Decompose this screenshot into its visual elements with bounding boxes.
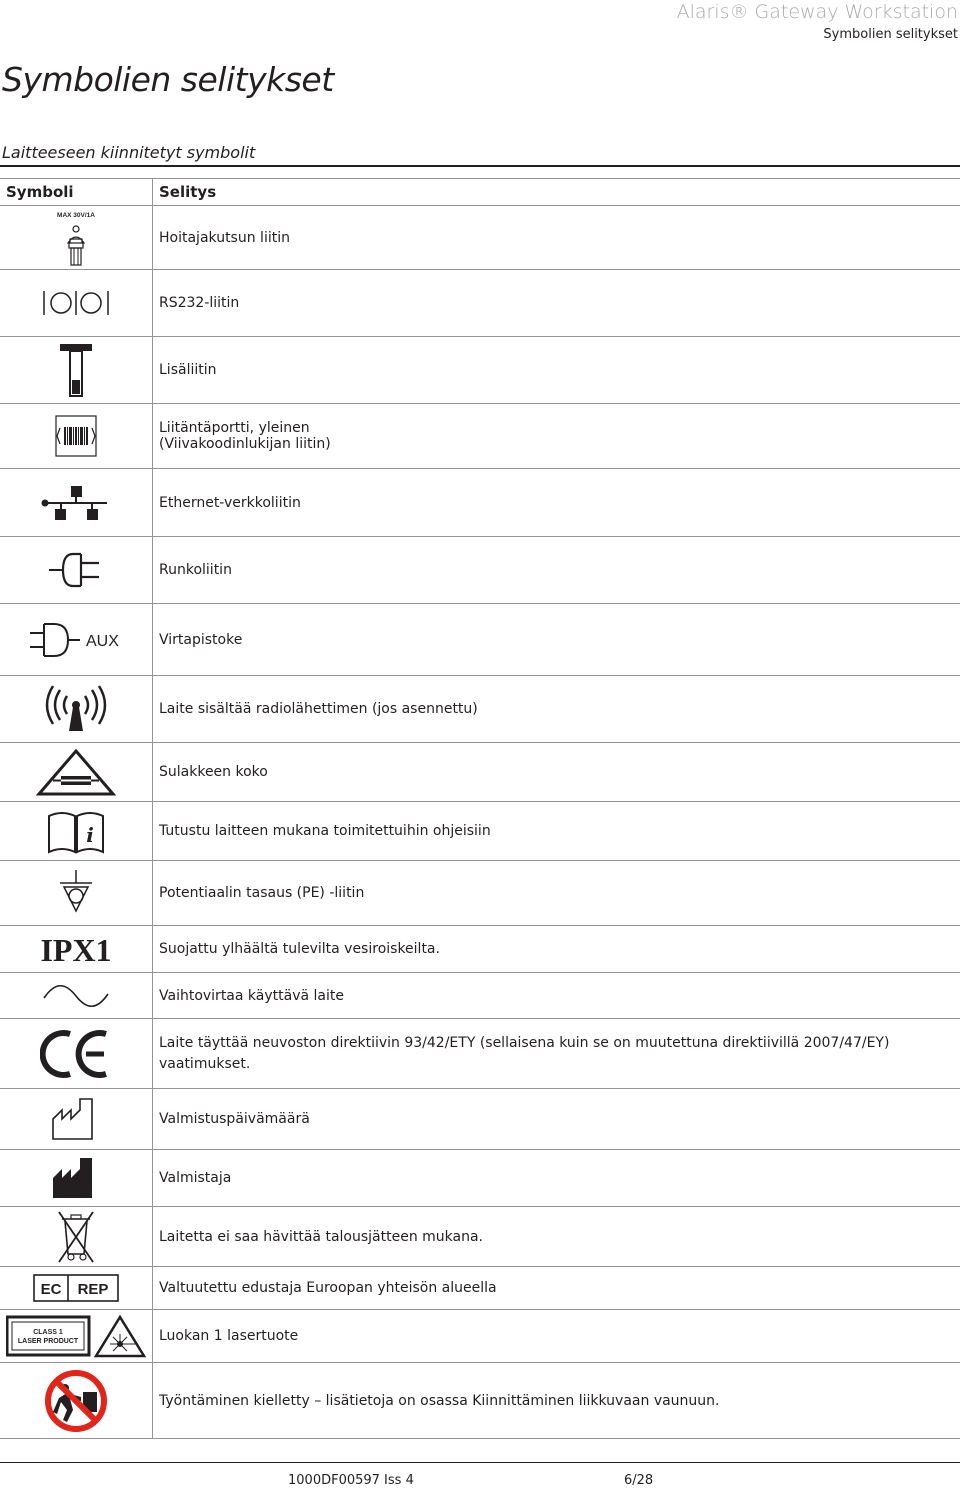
description-cell: Potentiaalin tasaus (PE) -liitin [153, 861, 960, 926]
manufacturer-icon [51, 1156, 101, 1200]
table-row [0, 743, 960, 802]
description-cell: Laitetta ei saa hävittää talousjätteen mukana. [153, 1207, 960, 1267]
section-name: Symbolien selitykset [823, 27, 958, 42]
table-row [0, 802, 960, 861]
symbol-cell [0, 802, 153, 861]
ce-mark-icon [40, 1029, 112, 1079]
barcode-port-icon [52, 415, 100, 457]
table-row [0, 469, 960, 537]
table-row [0, 206, 960, 270]
equipotential-icon [56, 869, 96, 917]
table-row [0, 1267, 960, 1310]
title-rule [0, 165, 960, 167]
symbol-cell [0, 537, 153, 604]
symbol-table [0, 178, 960, 1439]
laser-product-label: LASER PRODUCT [17, 1338, 79, 1345]
table-row [0, 926, 960, 973]
table-row [0, 537, 960, 604]
symbol-cell [0, 1089, 153, 1150]
symbol-cell [0, 1267, 153, 1310]
auxiliary-connector-icon [56, 342, 96, 398]
symbol-cell [0, 743, 153, 802]
alternating-current-icon [41, 984, 111, 1008]
column-header-symbol: Symboli [0, 179, 153, 206]
symbol-cell [0, 270, 153, 337]
description-cell: Valmistaja [153, 1150, 960, 1207]
description-cell: Laite täyttää neuvoston direktiivin 93/42/ETY (sellaisena kuin se on muutettuna direktiivillä 2007/47/EY) vaatimukset. [153, 1019, 960, 1089]
no-pushing-icon [43, 1368, 109, 1434]
ec-rep-icon [33, 1274, 119, 1302]
radio-transmitter-icon [45, 685, 107, 733]
table-row [0, 973, 960, 1019]
column-header-description: Selitys [153, 179, 960, 206]
page-number: 6/28 [624, 1473, 654, 1488]
ec-label: EC [40, 1281, 62, 1298]
weee-bin-icon [56, 1210, 96, 1264]
ipx1-icon [26, 932, 126, 966]
symbol-cell [0, 1363, 153, 1439]
table-row [0, 1089, 960, 1150]
description-cell: Vaihtovirtaa käyttävä laite [153, 973, 960, 1019]
description-cell: Virtapistoke [153, 604, 960, 676]
rs232-icon [41, 290, 111, 316]
aux-power-icon [26, 620, 126, 660]
description-cell: Runkoliitin [153, 537, 960, 604]
document-id: 1000DF00597 Iss 4 [288, 1473, 414, 1488]
laser-class-label: CLASS 1 [33, 1329, 63, 1336]
instructions-icon [46, 808, 106, 854]
table-row [0, 676, 960, 743]
aux-label: AUX [86, 632, 119, 650]
symbol-cell [0, 973, 153, 1019]
description-cell: Liitäntäportti, yleinen (Viivakoodinlukijan liitin) [153, 404, 960, 469]
description-cell: Lisäliitin [153, 337, 960, 404]
description-cell: Työntäminen kielletty – lisätietoja on osassa Kiinnittäminen liikkuvaan vaunuun. [153, 1363, 960, 1439]
description-cell: Ethernet-verkkoliitin [153, 469, 960, 537]
product-name: Alaris® Gateway Workstation [676, 1, 958, 23]
footer-rule [0, 1462, 960, 1463]
svg-text:i: i [86, 823, 94, 847]
description-cell: Suojattu ylhäältä tulevilta vesiroiskeilta. [153, 926, 960, 973]
running-header [677, 0, 958, 46]
symbol-cell [0, 1207, 153, 1267]
symbol-cell [0, 469, 153, 537]
manufacture-date-icon [51, 1097, 101, 1141]
symbol-cell [0, 206, 153, 270]
symbol-cell [0, 926, 153, 973]
symbol-cell [0, 1310, 153, 1363]
table-row [0, 337, 960, 404]
table-row [0, 270, 960, 337]
page-title: Symbolien selitykset [2, 60, 334, 99]
rep-label: REP [77, 1281, 109, 1298]
nurse-call-icon [46, 209, 106, 267]
symbol-cell [0, 861, 153, 926]
ipx1-label: IPX1 [40, 932, 112, 966]
laser-class1-icon [6, 1314, 146, 1358]
description-cell: Luokan 1 lasertuote [153, 1310, 960, 1363]
symbol-cell [0, 337, 153, 404]
symbol-cell [0, 404, 153, 469]
fuse-icon [36, 748, 116, 796]
table-row [0, 1019, 960, 1089]
chassis-plug-icon [47, 551, 105, 589]
table-row [0, 1310, 960, 1363]
symbol-cell [0, 1019, 153, 1089]
symbol-cell [0, 1150, 153, 1207]
symbol-cell [0, 604, 153, 676]
description-cell: RS232-liitin [153, 270, 960, 337]
description-cell: Laite sisältää radiolähettimen (jos asennettu) [153, 676, 960, 743]
table-header-row [0, 179, 960, 206]
symbol-cell [0, 676, 153, 743]
table-row [0, 861, 960, 926]
ethernet-icon [41, 485, 111, 521]
section-subtitle: Laitteeseen kiinnitetyt symbolit [2, 143, 256, 162]
description-cell: Hoitajakutsun liitin [153, 206, 960, 270]
description-cell: Valmistuspäivämäärä [153, 1089, 960, 1150]
nurse-call-rating: MAX 30V/1A [57, 211, 95, 219]
table-row [0, 604, 960, 676]
table-row [0, 404, 960, 469]
description-cell: Valtuutettu edustaja Euroopan yhteisön alueella [153, 1267, 960, 1310]
table-row [0, 1207, 960, 1267]
description-cell: Sulakkeen koko [153, 743, 960, 802]
description-cell: Tutustu laitteen mukana toimitettuihin ohjeisiin [153, 802, 960, 861]
table-row [0, 1363, 960, 1439]
table-row [0, 1150, 960, 1207]
